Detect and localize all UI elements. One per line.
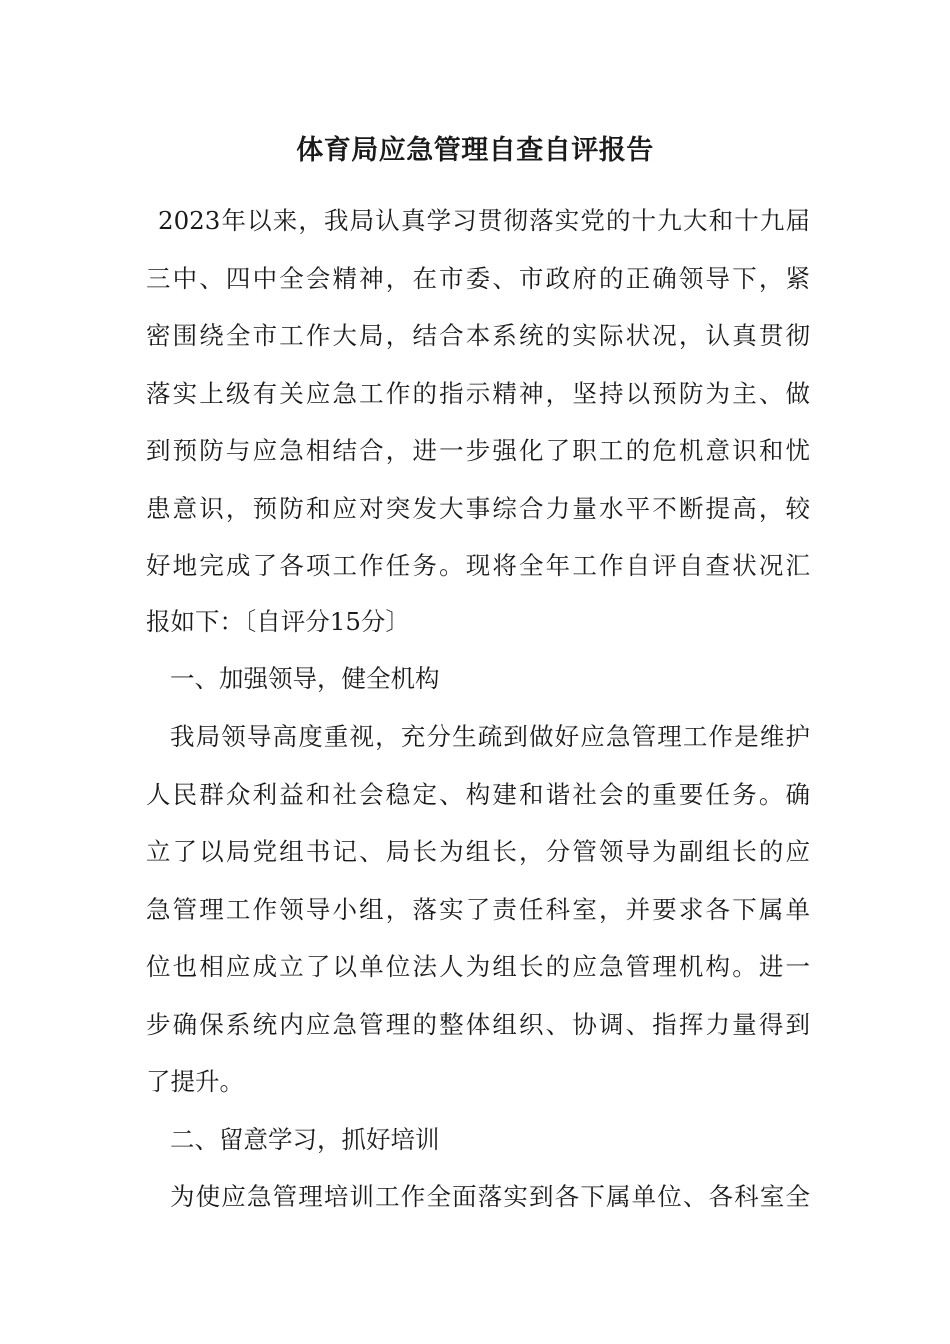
intro-line-8: 报如下：〔自评分15分〕 [146, 607, 410, 636]
section-2-heading: 二、留意学习，抓好培训 [170, 1125, 440, 1154]
intro-line-1: 2023年以来，我局认真学习贯彻落实党的十九大和十九届 [158, 206, 810, 235]
section-1-line-6: 步确保系统内应急管理的整体组织、协调、指挥力量得到 [146, 1010, 810, 1039]
section-1-line-4: 急管理工作领导小组，落实了责任科室，并要求各下属单 [146, 895, 810, 924]
intro-line-3: 密围绕全市工作大局，结合本系统的实际状况，认真贯彻 [146, 321, 810, 350]
intro-line-7: 好地完成了各项工作任务。现将全年工作自评自查状况汇 [146, 551, 810, 580]
section-1-line-1: 我局领导高度重视，充分生疏到做好应急管理工作是维护 [170, 722, 810, 751]
section-1-line-2: 人民群众利益和社会稳定、构建和谐社会的重要任务。确 [146, 780, 810, 809]
section-1-line-7: 了提升。 [146, 1067, 244, 1096]
document-title: 体育局应急管理自查自评报告 [296, 135, 654, 166]
section-1-heading: 一、加强领导，健全机构 [170, 664, 440, 693]
intro-line-4: 落实上级有关应急工作的指示精神，坚持以预防为主、做 [146, 379, 810, 408]
intro-line-6: 患意识，预防和应对突发大事综合力量水平不断提高，较 [146, 494, 810, 523]
intro-line-2: 三中、四中全会精神，在市委、市政府的正确领导下，紧 [146, 264, 810, 293]
intro-line-5: 到预防与应急相结合，进一步强化了职工的危机意识和忧 [146, 436, 810, 465]
section-2-line-1: 为使应急管理培训工作全面落实到各下属单位、各科室全 [170, 1182, 810, 1211]
section-1-line-5: 位也相应成立了以单位法人为组长的应急管理机构。进一 [146, 952, 810, 981]
section-1-line-3: 立了以局党组书记、局长为组长，分管领导为副组长的应 [146, 837, 810, 866]
